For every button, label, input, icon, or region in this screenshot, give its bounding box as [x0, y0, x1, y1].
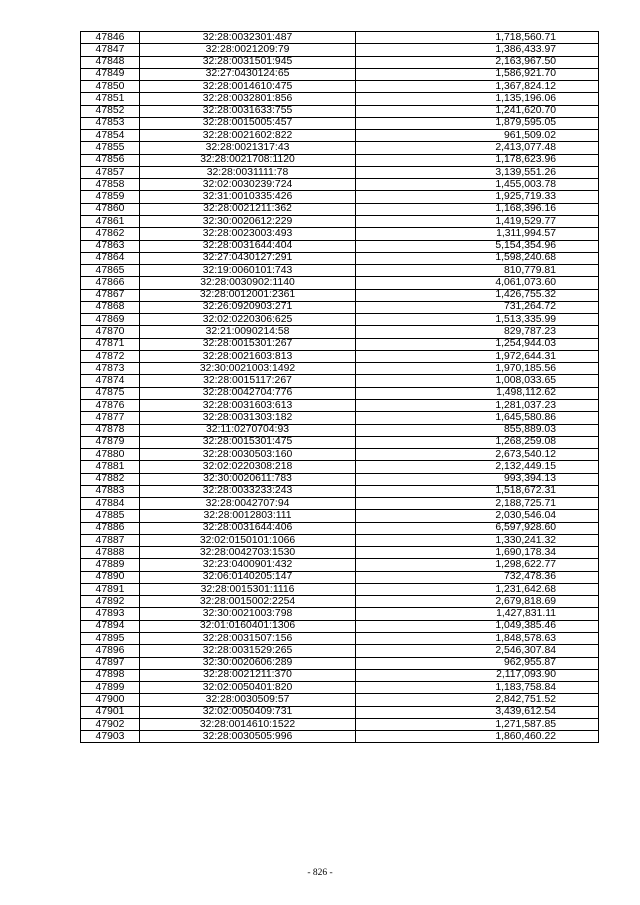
table-row [81, 142, 599, 154]
table-row [81, 289, 599, 301]
cadastral-number-cell: 32:06:0140205:147 [140, 571, 356, 583]
value-cell: 1,386,433.97 [356, 44, 599, 56]
table-row [81, 449, 599, 461]
value-cell: 1,298,622.77 [356, 559, 599, 571]
cadastral-number-cell: 32:28:0030505:996 [140, 731, 356, 743]
value-cell: 3,439,612.54 [356, 706, 599, 718]
cadastral-number-cell: 32:28:0014610:475 [140, 81, 356, 93]
table-row [81, 191, 599, 203]
cadastral-number-cell: 32:28:0031507:156 [140, 633, 356, 645]
cadastral-number-cell: 32:28:0031633:755 [140, 105, 356, 117]
row-number-cell: 47864 [81, 252, 140, 264]
value-cell: 1,690,178.34 [356, 547, 599, 559]
cadastral-number-cell: 32:28:0031111:78 [140, 166, 356, 178]
table-row [81, 731, 599, 743]
value-cell: 1,513,335.99 [356, 314, 599, 326]
value-cell: 1,970,185.56 [356, 363, 599, 375]
cadastral-number-cell: 32:28:0042703:1530 [140, 547, 356, 559]
table-row [81, 265, 599, 277]
table-row [81, 399, 599, 411]
table-row [81, 510, 599, 522]
row-number-cell: 47860 [81, 203, 140, 215]
table-row [81, 56, 599, 68]
table-row [81, 32, 599, 44]
table-row [81, 461, 599, 473]
value-cell: 2,679,818.69 [356, 596, 599, 608]
row-number-cell: 47879 [81, 436, 140, 448]
cadastral-number-cell: 32:28:0014610:1522 [140, 718, 356, 730]
value-cell: 2,117,093.90 [356, 669, 599, 681]
cadastral-number-cell: 32:28:0015005:457 [140, 117, 356, 129]
cadastral-number-cell: 32:28:0031644:404 [140, 240, 356, 252]
table-row [81, 154, 599, 166]
value-cell: 810,779.81 [356, 265, 599, 277]
value-cell: 1,049,385.46 [356, 620, 599, 632]
row-number-cell: 47891 [81, 583, 140, 595]
cadastral-number-cell: 32:28:0031501:945 [140, 56, 356, 68]
row-number-cell: 47873 [81, 363, 140, 375]
value-cell: 732,478.36 [356, 571, 599, 583]
cadastral-number-cell: 32:30:0020606:289 [140, 657, 356, 669]
value-cell: 829,787.23 [356, 326, 599, 338]
value-cell: 1,860,460.22 [356, 731, 599, 743]
cadastral-number-cell: 32:28:0021603:813 [140, 350, 356, 362]
row-number-cell: 47881 [81, 461, 140, 473]
cadastral-number-cell: 32:28:0042707:94 [140, 498, 356, 510]
value-cell: 1,367,824.12 [356, 81, 599, 93]
table-row [81, 240, 599, 252]
table-row [81, 179, 599, 191]
row-number-cell: 47866 [81, 277, 140, 289]
value-cell: 1,231,642.68 [356, 583, 599, 595]
table-row [81, 645, 599, 657]
value-cell: 731,264.72 [356, 301, 599, 313]
table-row [81, 412, 599, 424]
row-number-cell: 47877 [81, 412, 140, 424]
value-cell: 1,268,259.08 [356, 436, 599, 448]
value-cell: 1,271,587.85 [356, 718, 599, 730]
cadastral-number-cell: 32:28:0015002:2254 [140, 596, 356, 608]
table-row [81, 620, 599, 632]
cadastral-number-cell: 32:28:0021708:1120 [140, 154, 356, 166]
value-cell: 2,188,725.71 [356, 498, 599, 510]
table-row [81, 706, 599, 718]
row-number-cell: 47885 [81, 510, 140, 522]
cadastral-number-cell: 32:28:0021211:362 [140, 203, 356, 215]
row-number-cell: 47882 [81, 473, 140, 485]
row-number-cell: 47889 [81, 559, 140, 571]
value-cell: 1,645,580.86 [356, 412, 599, 424]
value-cell: 2,132,449.15 [356, 461, 599, 473]
row-number-cell: 47855 [81, 142, 140, 154]
table-row [81, 350, 599, 362]
row-number-cell: 47871 [81, 338, 140, 350]
cadastral-number-cell: 32:30:0021003:798 [140, 608, 356, 620]
cadastral-number-cell: 32:28:0032301:487 [140, 32, 356, 44]
row-number-cell: 47876 [81, 399, 140, 411]
row-number-cell: 47878 [81, 424, 140, 436]
table-row [81, 657, 599, 669]
cadastral-number-cell: 32:28:0015301:475 [140, 436, 356, 448]
table-row [81, 559, 599, 571]
value-cell: 1,586,921.70 [356, 68, 599, 80]
table-row [81, 228, 599, 240]
table-row [81, 596, 599, 608]
row-number-cell: 47848 [81, 56, 140, 68]
page-number: - 826 - [307, 868, 333, 878]
table-row [81, 608, 599, 620]
cadastral-number-cell: 32:30:0020611:783 [140, 473, 356, 485]
cadastral-number-cell: 32:28:0030902:1140 [140, 277, 356, 289]
row-number-cell: 47890 [81, 571, 140, 583]
value-cell: 1,455,003.78 [356, 179, 599, 191]
value-cell: 2,413,077.48 [356, 142, 599, 154]
table-row [81, 498, 599, 510]
cadastral-number-cell: 32:28:0015301:267 [140, 338, 356, 350]
table-row [81, 252, 599, 264]
cadastral-number-cell: 32:28:0033233:243 [140, 485, 356, 497]
cadastral-number-cell: 32:28:0021209:79 [140, 44, 356, 56]
row-number-cell: 47854 [81, 130, 140, 142]
row-number-cell: 47853 [81, 117, 140, 129]
table-row [81, 277, 599, 289]
value-cell: 855,889.03 [356, 424, 599, 436]
records-table [80, 31, 599, 743]
row-number-cell: 47870 [81, 326, 140, 338]
cadastral-number-cell: 32:28:0042704:776 [140, 387, 356, 399]
row-number-cell: 47880 [81, 449, 140, 461]
value-cell: 1,598,240.68 [356, 252, 599, 264]
value-cell: 1,008,033.65 [356, 375, 599, 387]
table-row [81, 130, 599, 142]
value-cell: 5,154,354.96 [356, 240, 599, 252]
value-cell: 1,848,578.63 [356, 633, 599, 645]
table-row [81, 203, 599, 215]
cadastral-number-cell: 32:27:0430127:291 [140, 252, 356, 264]
value-cell: 1,330,241.32 [356, 534, 599, 546]
cadastral-number-cell: 32:02:0050401:820 [140, 682, 356, 694]
value-cell: 1,972,644.31 [356, 350, 599, 362]
table-row [81, 718, 599, 730]
row-number-cell: 47888 [81, 547, 140, 559]
cadastral-number-cell: 32:31:0010335:426 [140, 191, 356, 203]
value-cell: 2,030,546.04 [356, 510, 599, 522]
row-number-cell: 47849 [81, 68, 140, 80]
cadastral-number-cell: 32:28:0021211:370 [140, 669, 356, 681]
cadastral-number-cell: 32:01:0160401:1306 [140, 620, 356, 632]
cadastral-number-cell: 32:28:0031529:265 [140, 645, 356, 657]
table-row [81, 105, 599, 117]
value-cell: 1,135,196.06 [356, 93, 599, 105]
cadastral-number-cell: 32:28:0021602:822 [140, 130, 356, 142]
cadastral-number-cell: 32:28:0012001:2361 [140, 289, 356, 301]
cadastral-number-cell: 32:19:0060101:743 [140, 265, 356, 277]
value-cell: 2,546,307.84 [356, 645, 599, 657]
row-number-cell: 47867 [81, 289, 140, 301]
table-row [81, 534, 599, 546]
value-cell: 993,394.13 [356, 473, 599, 485]
cadastral-number-cell: 32:02:0220306:625 [140, 314, 356, 326]
value-cell: 1,241,620.70 [356, 105, 599, 117]
row-number-cell: 47865 [81, 265, 140, 277]
value-cell: 962,955.87 [356, 657, 599, 669]
cadastral-number-cell: 32:28:0015301:1116 [140, 583, 356, 595]
table-row [81, 44, 599, 56]
row-number-cell: 47859 [81, 191, 140, 203]
row-number-cell: 47892 [81, 596, 140, 608]
cadastral-number-cell: 32:28:0012803:111 [140, 510, 356, 522]
row-number-cell: 47875 [81, 387, 140, 399]
table-row [81, 81, 599, 93]
row-number-cell: 47894 [81, 620, 140, 632]
row-number-cell: 47857 [81, 166, 140, 178]
value-cell: 1,281,037.23 [356, 399, 599, 411]
value-cell: 1,498,112.62 [356, 387, 599, 399]
row-number-cell: 47874 [81, 375, 140, 387]
table-row [81, 436, 599, 448]
cadastral-number-cell: 32:28:0031644:406 [140, 522, 356, 534]
table-row [81, 117, 599, 129]
value-cell: 1,718,560.71 [356, 32, 599, 44]
row-number-cell: 47896 [81, 645, 140, 657]
table-row [81, 93, 599, 105]
value-cell: 1,879,595.05 [356, 117, 599, 129]
cadastral-number-cell: 32:26:0920903:271 [140, 301, 356, 313]
value-cell: 1,426,755.32 [356, 289, 599, 301]
row-number-cell: 47893 [81, 608, 140, 620]
cadastral-number-cell: 32:11:0270704:93 [140, 424, 356, 436]
row-number-cell: 47868 [81, 301, 140, 313]
cadastral-number-cell: 32:02:0030239:724 [140, 179, 356, 191]
cadastral-number-cell: 32:28:0015117:267 [140, 375, 356, 387]
table-row [81, 633, 599, 645]
cadastral-number-cell: 32:02:0150101:1066 [140, 534, 356, 546]
value-cell: 1,254,944.03 [356, 338, 599, 350]
row-number-cell: 47883 [81, 485, 140, 497]
value-cell: 1,178,623.96 [356, 154, 599, 166]
row-number-cell: 47902 [81, 718, 140, 730]
row-number-cell: 47862 [81, 228, 140, 240]
row-number-cell: 47861 [81, 215, 140, 227]
row-number-cell: 47846 [81, 32, 140, 44]
row-number-cell: 47872 [81, 350, 140, 362]
table-row [81, 571, 599, 583]
row-number-cell: 47903 [81, 731, 140, 743]
table-row [81, 166, 599, 178]
row-number-cell: 47851 [81, 93, 140, 105]
row-number-cell: 47847 [81, 44, 140, 56]
value-cell: 2,673,540.12 [356, 449, 599, 461]
row-number-cell: 47900 [81, 694, 140, 706]
row-number-cell: 47884 [81, 498, 140, 510]
value-cell: 1,427,831.11 [356, 608, 599, 620]
cadastral-number-cell: 32:28:0023003:493 [140, 228, 356, 240]
row-number-cell: 47852 [81, 105, 140, 117]
row-number-cell: 47863 [81, 240, 140, 252]
row-number-cell: 47901 [81, 706, 140, 718]
row-number-cell: 47895 [81, 633, 140, 645]
table-row [81, 314, 599, 326]
table-row [81, 473, 599, 485]
table-row [81, 326, 599, 338]
value-cell: 4,061,073.60 [356, 277, 599, 289]
table-row [81, 669, 599, 681]
cadastral-number-cell: 32:23:0400901:432 [140, 559, 356, 571]
value-cell: 961,509.02 [356, 130, 599, 142]
table-row [81, 338, 599, 350]
table-row [81, 301, 599, 313]
table-row [81, 583, 599, 595]
cadastral-number-cell: 32:27:0430124:65 [140, 68, 356, 80]
row-number-cell: 47898 [81, 669, 140, 681]
table-row [81, 68, 599, 80]
cadastral-number-cell: 32:21:0090214:58 [140, 326, 356, 338]
value-cell: 2,163,967.50 [356, 56, 599, 68]
table-row [81, 387, 599, 399]
table-row [81, 363, 599, 375]
cadastral-number-cell: 32:28:0021317:43 [140, 142, 356, 154]
table-row [81, 694, 599, 706]
cadastral-number-cell: 32:28:0030503:160 [140, 449, 356, 461]
cadastral-number-cell: 32:30:0021003:1492 [140, 363, 356, 375]
value-cell: 3,139,551.26 [356, 166, 599, 178]
row-number-cell: 47886 [81, 522, 140, 534]
table-row [81, 485, 599, 497]
cadastral-number-cell: 32:28:0030509:57 [140, 694, 356, 706]
value-cell: 2,842,751.52 [356, 694, 599, 706]
cadastral-number-cell: 32:28:0031303:182 [140, 412, 356, 424]
table-row [81, 682, 599, 694]
table-row [81, 215, 599, 227]
table-row [81, 547, 599, 559]
row-number-cell: 47887 [81, 534, 140, 546]
row-number-cell: 47869 [81, 314, 140, 326]
row-number-cell: 47856 [81, 154, 140, 166]
value-cell: 6,597,928.60 [356, 522, 599, 534]
cadastral-number-cell: 32:30:0020612:229 [140, 215, 356, 227]
cadastral-number-cell: 32:28:0031603:613 [140, 399, 356, 411]
row-number-cell: 47899 [81, 682, 140, 694]
cadastral-number-cell: 32:02:0220308:218 [140, 461, 356, 473]
value-cell: 1,168,396.16 [356, 203, 599, 215]
cadastral-number-cell: 32:28:0032801:856 [140, 93, 356, 105]
cadastral-number-cell: 32:02:0050409:731 [140, 706, 356, 718]
value-cell: 1,925,719.33 [356, 191, 599, 203]
table-row [81, 522, 599, 534]
value-cell: 1,183,758.84 [356, 682, 599, 694]
row-number-cell: 47850 [81, 81, 140, 93]
value-cell: 1,518,672.31 [356, 485, 599, 497]
row-number-cell: 47858 [81, 179, 140, 191]
table-row [81, 424, 599, 436]
value-cell: 1,419,529.77 [356, 215, 599, 227]
records-table-body [81, 32, 599, 743]
row-number-cell: 47897 [81, 657, 140, 669]
table-row [81, 375, 599, 387]
value-cell: 1,311,994.57 [356, 228, 599, 240]
